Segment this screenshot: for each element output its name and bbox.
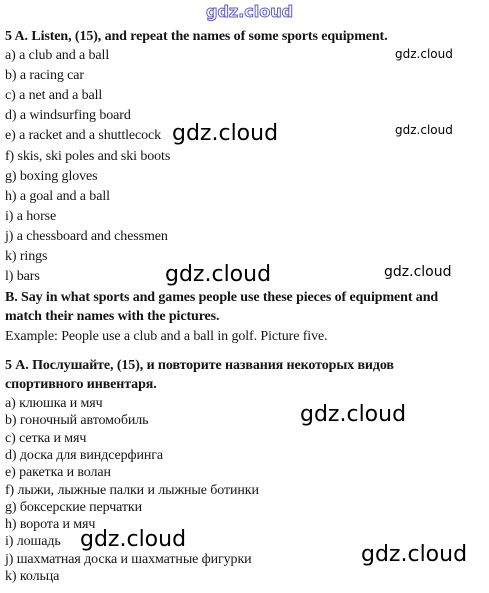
list-item: b) a racing car xyxy=(5,68,84,83)
watermark-big-3: gdz.cloud xyxy=(300,402,407,427)
example-sentence: Example: People use a club and a ball in golf. Picture five. xyxy=(5,329,328,344)
list-item: b) гоночный автомобиль xyxy=(5,413,149,428)
task-b-line-1: B. Say in what sports and games people use these pieces of equipment and xyxy=(5,290,439,305)
watermark-big-4: gdz.cloud xyxy=(80,527,187,552)
list-item: g) боксерские перчатки xyxy=(5,500,143,515)
watermark-small-2: gdz.cloud xyxy=(395,123,453,137)
watermark-big-2: gdz.cloud xyxy=(165,262,272,287)
list-item: h) a goal and a ball xyxy=(5,189,110,204)
list-item: k) rings xyxy=(5,249,48,264)
watermark-small-1: gdz.cloud xyxy=(395,47,453,61)
list-item: c) a net and a ball xyxy=(5,88,103,103)
list-item: j) шахматная доска и шахматные фигурки xyxy=(5,552,252,567)
list-item: k) кольца xyxy=(5,569,60,584)
watermark-top: gdz.cloud xyxy=(206,2,294,21)
list-item: e) a racket and a shuttlecock xyxy=(5,128,162,143)
list-item: g) boxing gloves xyxy=(5,169,98,184)
watermark-small-3: gdz.cloud xyxy=(384,264,452,280)
list-item: c) сетка и мяч xyxy=(5,431,87,446)
list-item: j) a chessboard and chessmen xyxy=(5,229,168,244)
list-item: a) клюшка и мяч xyxy=(5,396,103,411)
exercise-heading-ru-1: 5 А. Послушайте, (15), и повторите названия некоторых видов xyxy=(5,358,394,373)
list-item: d) доска для виндсерфинга xyxy=(5,448,164,463)
list-item: f) skis, ski poles and ski boots xyxy=(5,149,171,164)
list-item: i) лошадь xyxy=(5,534,61,549)
list-item: d) a windsurfing board xyxy=(5,108,131,123)
task-b-line-2: match their names with the pictures. xyxy=(5,309,220,324)
exercise-heading-ru-2: спортивного инвентаря. xyxy=(5,377,157,392)
list-item: e) ракетка и волан xyxy=(5,465,111,480)
list-item: h) ворота и мяч xyxy=(5,517,96,532)
list-item: f) лыжи, лыжные палки и лыжные ботинки xyxy=(5,483,259,498)
list-item: a) a club and a ball xyxy=(5,48,110,63)
list-item: l) bars xyxy=(5,269,40,284)
watermark-big-5: gdz.cloud xyxy=(361,542,468,567)
watermark-big-1: gdz.cloud xyxy=(172,121,279,146)
list-item: i) a horse xyxy=(5,209,57,224)
exercise-heading-en: 5 A. Listen, (15), and repeat the names of some sports equipment. xyxy=(5,29,388,44)
